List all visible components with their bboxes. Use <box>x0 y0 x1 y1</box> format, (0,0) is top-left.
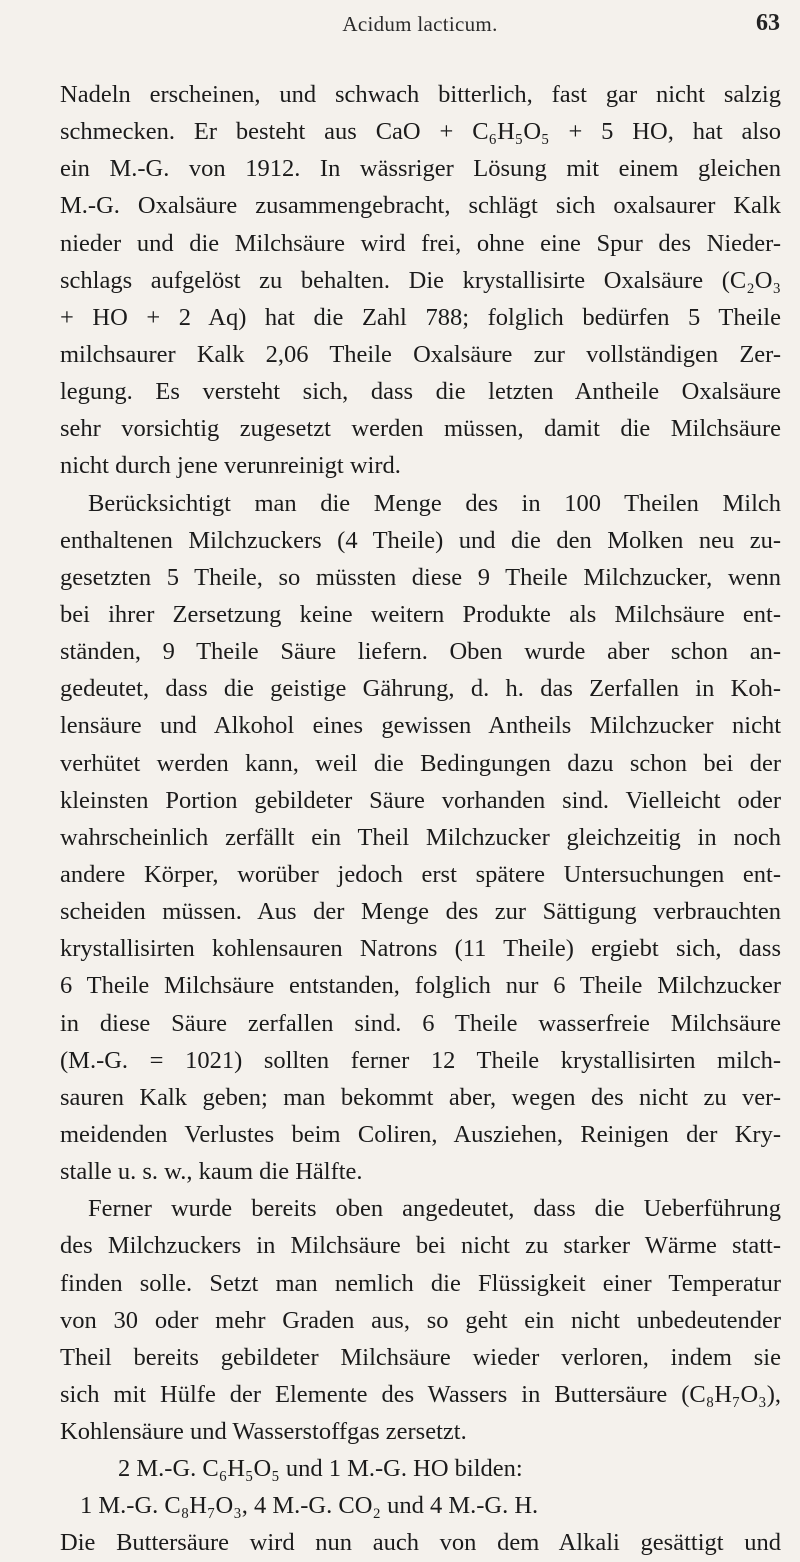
running-head <box>60 10 780 46</box>
text-line: lensäure und Alkohol eines gewissen Antheils Milchzucker nicht <box>60 712 781 740</box>
text-line: sich mit Hülfe der Elemente des Wassers in Buttersäure (C₈H₇O₃), <box>60 1380 781 1408</box>
text-line: (M.-G. = 1021) sollten ferner 12 Theile krystallisirten milch- <box>60 1046 781 1074</box>
text-line: scheiden müssen. Aus der Menge des zur Sättigung verbrauchten <box>60 898 781 926</box>
text-line: M.-G. Oxalsäure zusammengebracht, schlägt sich oxalsaurer Kalk <box>60 192 781 220</box>
text-line: in diese Säure zerfallen sind. 6 Theile wasserfreie Milchsäure <box>60 1009 781 1037</box>
text-line: Kohlensäure und Wasserstoffgas zersetzt. <box>60 1418 467 1446</box>
text-line: 6 Theile Milchsäure entstanden, folglich nur 6 Theile Milchzucker <box>60 972 781 1000</box>
text-line: milchsaurer Kalk 2,06 Theile Oxalsäure zur vollständigen Zer- <box>60 340 781 368</box>
text-line: gedeutet, dass die geistige Gährung, d. h. das Zerfallen in Koh- <box>60 675 781 703</box>
text-line: kleinsten Portion gebildeter Säure vorhanden sind. Vielleicht oder <box>60 786 781 814</box>
text-line: Theil bereits gebildeter Milchsäure wieder verloren, indem sie <box>60 1343 781 1371</box>
text-line: Die Buttersäure wird nun auch von dem Alkali gesättigt und <box>60 1529 781 1557</box>
text-line: nicht durch jene verunreinigt wird. <box>60 452 401 480</box>
text-line: + HO + 2 Aq) hat die Zahl 788; folglich bedürfen 5 Theile <box>60 303 781 331</box>
equation-line: 2 M.-G. C₆H₅O₅ und 1 M.-G. HO bilden: <box>118 1455 523 1483</box>
text-line: finden solle. Setzt man nemlich die Flüssigkeit einer Temperatur <box>60 1269 781 1297</box>
text-line: krystallisirten kohlensauren Natrons (11 Theile) ergiebt sich, dass <box>60 935 781 963</box>
text-line: verhütet werden kann, weil die Bedingungen dazu schon bei der <box>60 749 781 777</box>
text-line: schlags aufgelöst zu behalten. Die krystallisirte Oxalsäure (C₂O₃ <box>60 266 781 294</box>
equation-line: 1 M.-G. C₈H₇O₃, 4 M.-G. CO₂ und 4 M.-G. H. <box>80 1492 539 1520</box>
body-text <box>60 76 781 1562</box>
text-line: Berücksichtigt man die Menge des in 100 Theilen Milch <box>88 489 781 517</box>
text-line: sehr vorsichtig zugesetzt werden müssen, damit die Milchsäure <box>60 415 781 443</box>
text-line: Nadeln erscheinen, und schwach bitterlich, fast gar nicht salzig <box>60 81 781 108</box>
text-line: wahrscheinlich zerfällt ein Theil Milchzucker gleichzeitig in noch <box>60 823 781 851</box>
text-line: gesetzten 5 Theile, so müssten diese 9 Theile Milchzucker, wenn <box>60 563 781 591</box>
text-line: von 30 oder mehr Graden aus, so geht ein nicht unbedeutender <box>60 1306 781 1334</box>
page-number: 63 <box>756 10 780 36</box>
text-line: des Milchzuckers in Milchsäure bei nicht zu starker Wärme statt- <box>60 1232 781 1260</box>
text-line: ständen, 9 Theile Säure liefern. Oben wurde aber schon an- <box>60 638 781 666</box>
text-line: Ferner wurde bereits oben angedeutet, dass die Ueberführung <box>88 1195 781 1223</box>
text-line: bei ihrer Zersetzung keine weitern Produkte als Milchsäure ent- <box>60 600 781 628</box>
text-line: legung. Es versteht sich, dass die letzten Antheile Oxalsäure <box>60 378 781 406</box>
text-line: meidenden Verlustes beim Coliren, Ausziehen, Reinigen der Kry- <box>60 1120 781 1148</box>
running-title: Acidum lacticum. <box>342 12 498 36</box>
text-line: ein M.-G. von 1912. In wässriger Lösung mit einem gleichen <box>60 155 781 183</box>
text-line: schmecken. Er besteht aus CaO + C₆H₅O₅ + 5 HO, hat also <box>60 118 781 146</box>
text-line: stalle u. s. w., kaum die Hälfte. <box>60 1158 363 1186</box>
text-line: nieder und die Milchsäure wird frei, ohne eine Spur des Nieder- <box>60 229 781 257</box>
text-line: andere Körper, worüber jedoch erst spätere Untersuchungen ent- <box>60 860 781 888</box>
text-line: sauren Kalk geben; man bekommt aber, wegen des nicht zu ver- <box>60 1083 781 1111</box>
text-line: enthaltenen Milchzuckers (4 Theile) und die den Molken neu zu- <box>60 526 781 554</box>
